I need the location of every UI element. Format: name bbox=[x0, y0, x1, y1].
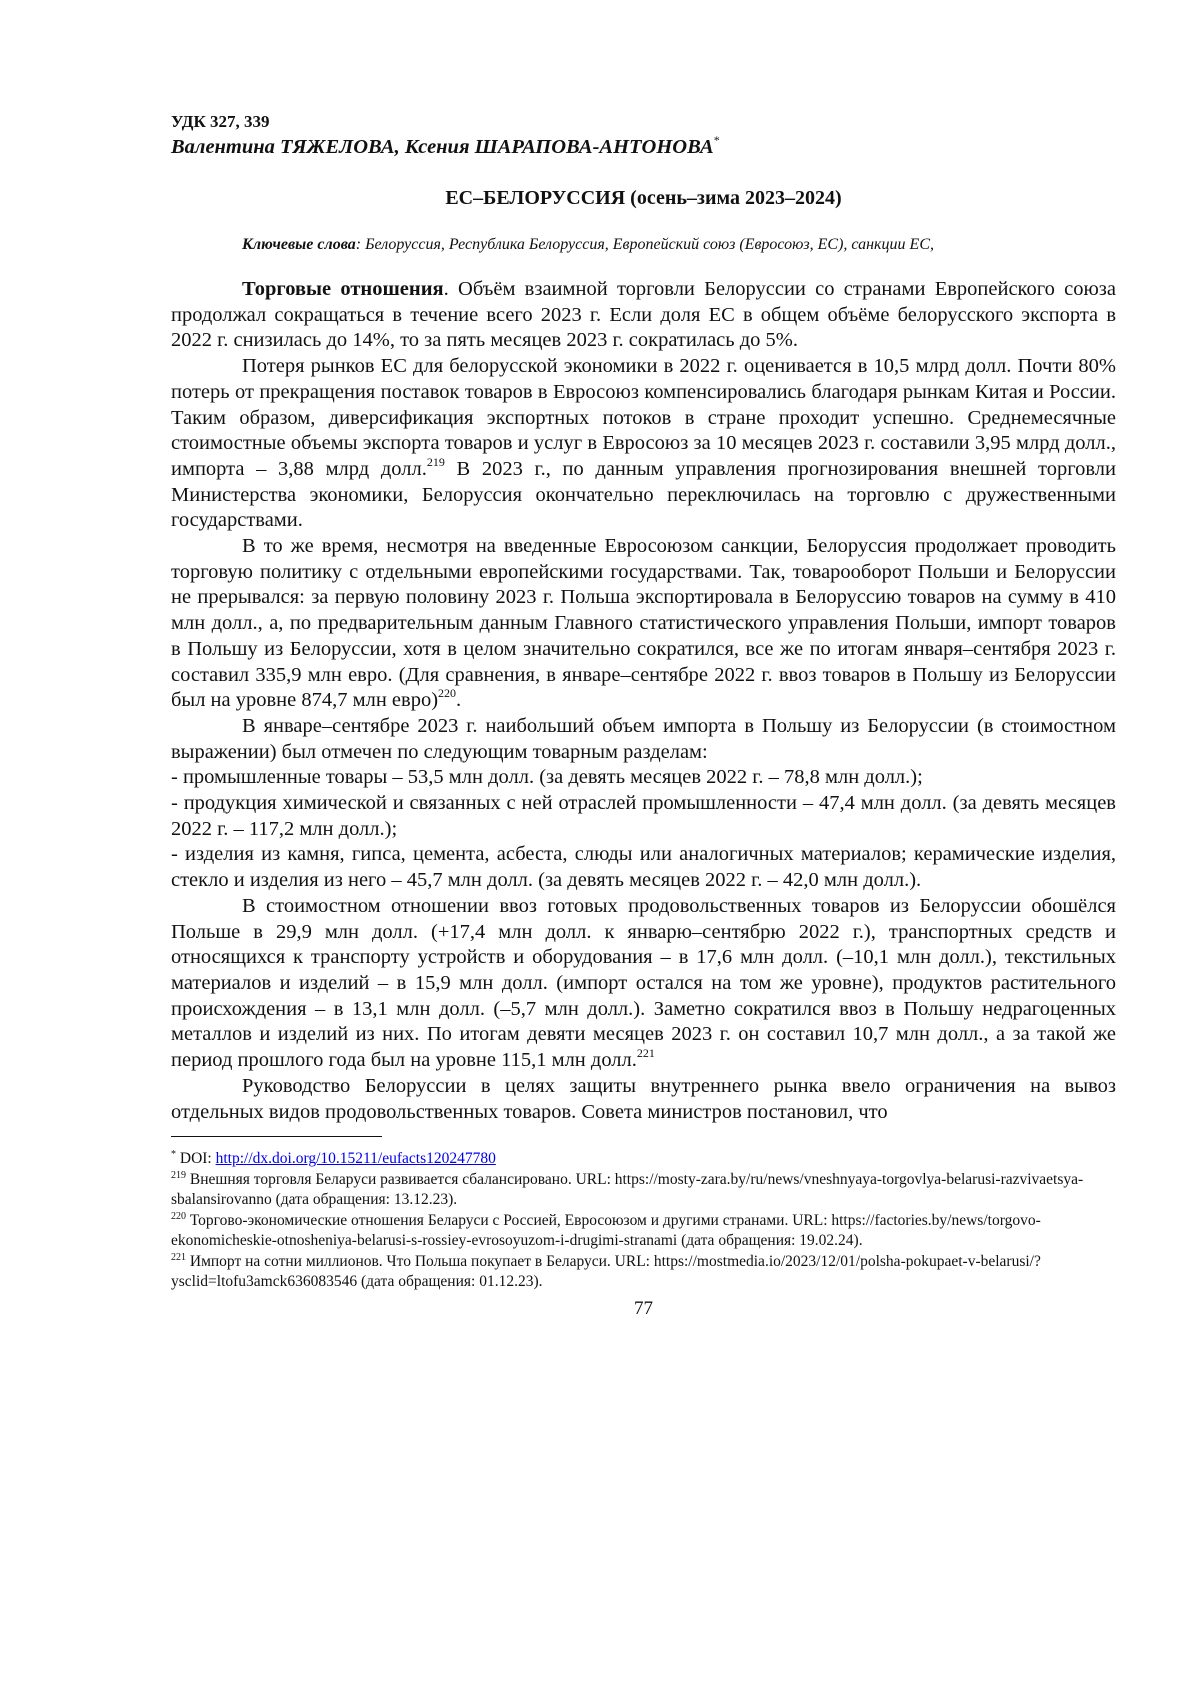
list-item: - промышленные товары – 53,5 млн долл. (за девять месяцев 2022 г. – 78,8 млн долл.); bbox=[171, 766, 923, 789]
keywords bbox=[171, 234, 1116, 256]
paragraph-text: . Объём взаимной торговли Белоруссии со странами Европейского союза продолжал сокращаться в течение всего 2023 г. Если доля ЕС в общем объёме белорусского экспорта в 2022 г. снизилась до 14%, то за пять месяцев 2023 г. сократилась до 5%. bbox=[171, 278, 1116, 352]
footnote-ref: 221 bbox=[636, 1046, 655, 1061]
footnote-divider bbox=[171, 1136, 382, 1137]
article-title: ЕС–БЕЛОРУССИЯ (осень–зима 2023–2024) bbox=[445, 187, 842, 209]
article-body bbox=[171, 277, 1116, 1125]
authors-footnote-mark: * bbox=[713, 133, 720, 147]
footnote-text: Внешняя торговля Беларуси развивается сбалансировано. URL: https://mosty-zara.by/ru/news/vneshnyaya-torgovlya-belarusi-razvivaetsya-sbalansirovanno (дата обращения: 13.12.23). bbox=[171, 1170, 1084, 1209]
keywords-text: : Белоруссия, Республика Белоруссия, Европейский союз (Евросоюз, ЕС), санкции ЕС, bbox=[355, 236, 934, 253]
keywords-label: Ключевые слова bbox=[242, 236, 356, 253]
footnote-mark: * bbox=[171, 1149, 176, 1161]
paragraph-restrictions: Руководство Белоруссии в целях защиты внутреннего рынка ввело ограничения на вывоз отдельных видов продовольственных товаров. Совета министров постановил, что bbox=[171, 1074, 1116, 1123]
footnote-text: Торгово-экономические отношения Беларуси с Россией, Евросоюзом и другими странами. URL: https://factories.by/news/torgovo-ekonomicheskie-otnosheniya-belarusi-s-rossiey-evrosoyuzom-i-drugimi-stranami (дата обращения: 19.02.24). bbox=[171, 1211, 1041, 1250]
doi-label: DOI: bbox=[176, 1150, 216, 1168]
paragraph-value bbox=[171, 894, 1116, 1074]
paragraph-poland bbox=[171, 534, 1116, 714]
udc-code: УДК 327, 339 bbox=[171, 112, 270, 131]
footnotes bbox=[171, 1149, 1116, 1293]
authors: Валентина ТЯЖЕЛОВА, Ксения ШАРАПОВА-АНТОНОВА bbox=[171, 136, 714, 158]
paragraph-trade bbox=[171, 277, 1116, 354]
doi-link[interactable]: http://dx.doi.org/10.15211/eufacts120247780 bbox=[215, 1150, 496, 1168]
footnote-ref: 220 bbox=[438, 686, 457, 701]
paragraph-text: Потеря рынков ЕС для белорусской экономики в 2022 г. оценивается в 10,5 млрд долл. Почти 80% потерь от прекращения поставок товаров в Евросоюз компенсировались благодаря рынкам Китая и России. Таким образом, диверсификация экспортных потоков в стране проходит успешно. Среднемесячные стоимостные объемы экспорта товаров и услуг в Евросоюз за 10 месяцев 2023 г. составили 3,95 млрд долл., импорта – 3,88 млрд долл. bbox=[171, 355, 1116, 480]
list-item: - продукция химической и связанных с ней отраслей промышленности – 47,4 млн долл. (за девять месяцев 2022 г. – 117,2 млн долл.); bbox=[171, 792, 1116, 840]
page-content bbox=[171, 112, 1116, 1321]
footnote-doi bbox=[171, 1149, 1116, 1170]
footnote-ref: 219 bbox=[426, 454, 445, 469]
paragraph-text: В то же время, несмотря на введенные Евросоюзом санкции, Белоруссия продолжает проводить торговую политику с отдельными европейскими государствами. Так, товарооборот Польши и Белоруссии не прерывался: за первую половину 2023 г. Польша экспортировала в Белоруссию товаров на сумму в 410 млн долл., а, по предварительным данным Главного статистического управления Польши, импорт товаров в Польшу из Белоруссии, хотя в целом значительно сократился, все же по итогам января–сентября 2023 г. составил 335,9 млн евро. (Для сравнения, в январе–сентябре 2022 г. ввоз товаров в Польшу из Белоруссии был на уровне 874,7 млн евро) bbox=[171, 535, 1116, 712]
paragraph-text: В 2023 г., по данным управления прогнозирования внешней торговли Министерства экономики, Белоруссия окончательно переключилась на торговлю с дружественными государствами. bbox=[171, 457, 1117, 532]
authors-line bbox=[171, 133, 1116, 161]
section-lead: Торговые отношения bbox=[242, 278, 444, 300]
footnote-mark: 219 bbox=[171, 1169, 186, 1181]
footnote-mark: 221 bbox=[171, 1251, 186, 1263]
footnote-220 bbox=[171, 1211, 1116, 1252]
footnote-mark: 220 bbox=[171, 1210, 186, 1222]
paragraph-import-sections: В январе–сентябре 2023 г. наибольший объем импорта в Польшу из Белоруссии (в стоимостном выражении) был отмечен по следующим товарным разделам: bbox=[171, 714, 1116, 763]
footnote-221 bbox=[171, 1252, 1116, 1293]
footnote-text: Импорт на сотни миллионов. Что Польша покупает в Беларуси. URL: https://mostmedia.io/2023/12/01/polsha-pokupaet-v-belarusi/?ysclid=ltofu3amck636083546 (дата обращения: 01.12.23). bbox=[171, 1252, 1041, 1291]
paragraph-text: . bbox=[456, 689, 462, 712]
paragraph-losses bbox=[171, 354, 1116, 534]
paragraph-text: В стоимостном отношении ввоз готовых продовольственных товаров из Белоруссии обошёлся Польше в 29,9 млн долл. (+17,4 млн долл. к январю–сентябрю 2022 г.), транспортных средств и относящихся к транспорту устройств и оборудования – в 17,6 млн долл. (–10,1 млн долл.), текстильных материалов и изделий – в 15,9 млн долл. (импорт остался на том же уровне), продуктов растительного происхождения – в 13,1 млн долл. (–5,7 млн долл.). Заметно сократился ввоз в Польшу недрагоценных металлов и изделий из них. По итогам девяти месяцев 2023 г. он составил 10,7 млн долл., а за такой же период прошлого года был на уровне 115,1 млн долл. bbox=[171, 894, 1116, 1072]
footnote-219 bbox=[171, 1170, 1116, 1211]
list-item: - изделия из камня, гипса, цемента, асбеста, слюды или аналогичных материалов; керамические изделия, стекло и изделия из него – 45,7 млн долл. (за девять месяцев 2022 г. – 42,0 млн долл.). bbox=[171, 843, 1116, 892]
page-number: 77 bbox=[634, 1297, 653, 1319]
